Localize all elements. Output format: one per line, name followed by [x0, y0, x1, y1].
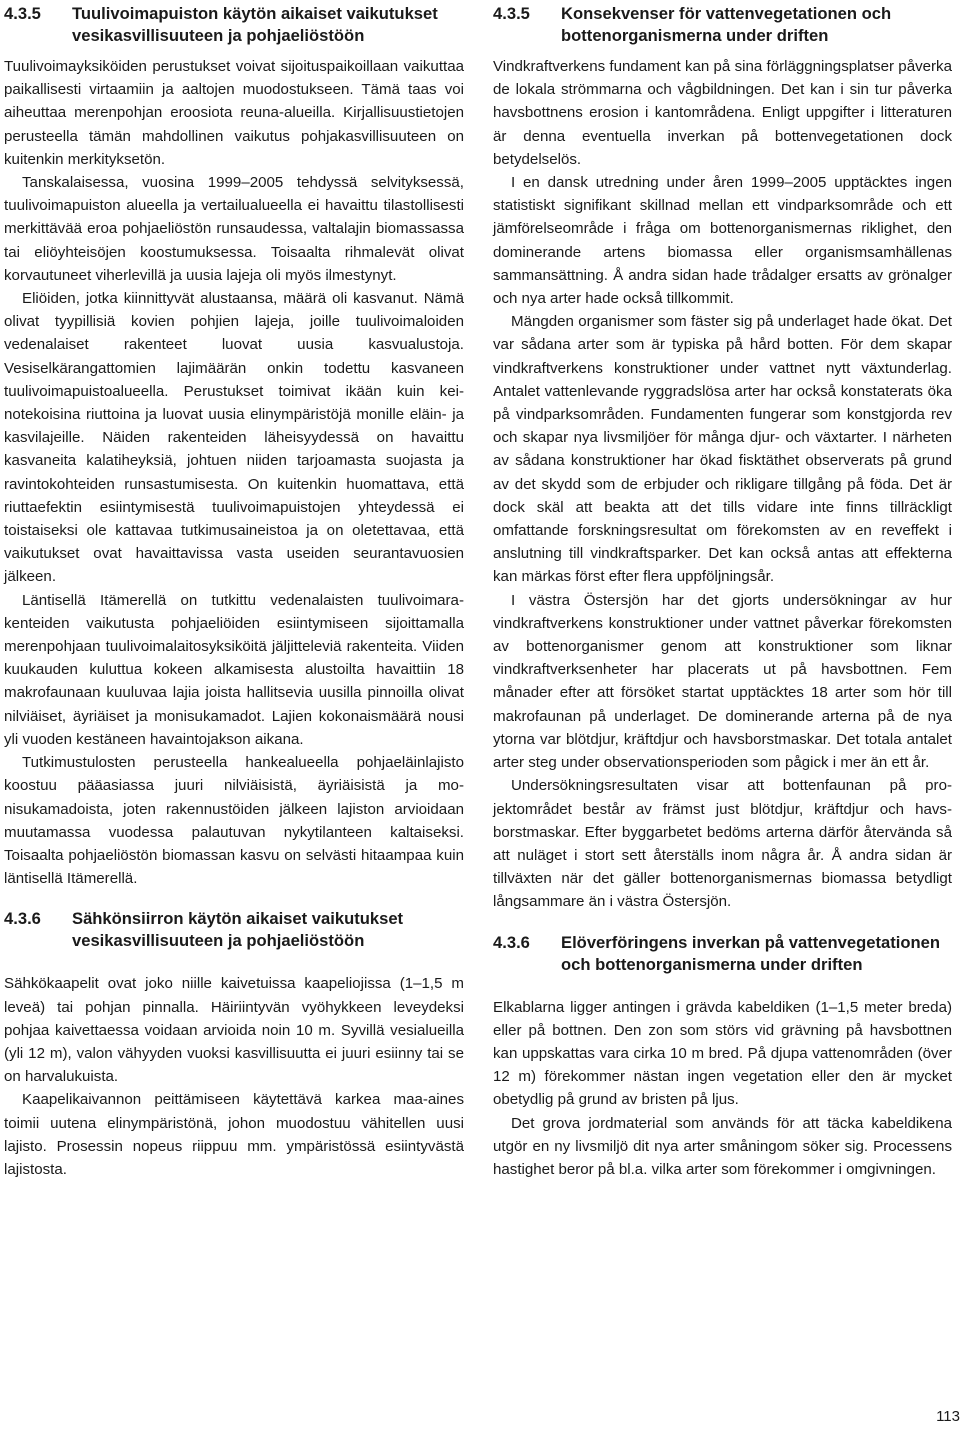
section-heading-4-3-5-fi [4, 3, 464, 47]
paragraph: Det grova jordmaterial som används för att täcka kabeldikena utgör en ny livsmiljö dit nya arter småningom söker sig. Processens hastighet beror på bl.a. vilka arter som förekommer i omgivningen. [493, 1114, 952, 1178]
section-number: 4.3.5 [4, 4, 41, 23]
section-title: Tuulivoimapuiston käytön aikaiset vaikutukset vesikasvillisuuteen ja pohjaeliöstöön [72, 4, 438, 45]
paragraph: Vindkraftverkens fundament kan på sina förläggningsplatser påverka de lokala strömmarna och vågbildningen. Det kan i sin tur påverka havsbottnens erosion i kantområdena. Enligt uppgifter i litteraturen är denna eventuella inverkan på bottenvegetationen dock betydelselös. [493, 58, 952, 168]
paragraph: Läntisellä Itämerellä on tutkittu vedenalaisten tuulivoimarakenteiden vaikutusta pohjaeliöiden esiintymiseen sijoittamalla merenpohjaan tuulivoimalaitosyksiköitä jäljitteleviä rakenteita. Viiden kuukauden kuluttua kokeen alkamisesta alustoilta havaittiin 18 makrofaunaan kuuluvaa lajia joista hallitsevia uusilla pinnoilla olivat nilviäiset, äyriäiset ja monisukamadot. Lajien kokonaismäärä nousi yli vuoden kestäneen havaintojakson aikana. [4, 591, 464, 748]
paragraph: Sähkökaapelit ovat joko niille kaivetuissa kaapeliojissa (1–1,5 m leveä) tai pohjan pinnalla. Häiriintyvän vyöhykkeen leveydeksi pohjaa kaivettaessa voidaan arvioida noin 10 m. Syvillä vesialueilla (yli 12 m), valon vähyyden vuoksi kasvillisuutta ei juuri esiinny tai se on harvalukuista. [4, 975, 464, 1086]
finnish-column [4, 0, 464, 1181]
section-title: Elöverföringens inverkan på vattenvegetationen och bottenorganismerna under driften [561, 932, 940, 974]
paragraph: Kaapelikaivannon peittämiseen käytettävä karkea maa-aines toimii uutena elinympäristönä, johon muodostuu vähitellen uusi lajisto. Prosessin nopeus riippuu mm. ympäristössä esiintyvästä lajistosta. [4, 1091, 464, 1178]
section-heading-4-3-5-sv [493, 3, 952, 47]
paragraph: Tuulivoimayksiköiden perustukset voivat sijoituspaikoillaan vaikuttaa paikallisesti virtaamiin ja aaltojen muodostukseen. Tämä taas voi aiheuttaa merenpohjan eroosiota reuna-alueilla. Kirjallisuustietojen perusteella tämän mahdollinen vaikutus pohjakasvillisuuteen on kuitenkin merkityksetön. [4, 58, 464, 168]
section-heading-4-3-6-sv [493, 932, 952, 976]
swedish-column [493, 0, 952, 1181]
section-number: 4.3.6 [4, 909, 41, 929]
paragraph: Tanskalaisessa, vuosina 1999–2005 tehdyssä selvityksessä, tuulivoimapuiston alueella ja vertailualueella ei havaittu tilastollisesti merkittävää eroa pohjaeliöstön runsaudessa, valtalajin biomassassa tai eliöyhteisöjen koostumuksessa. Toisaalta rihmalevät olivat korvautuneet viherlevillä ja uusia lajeja oli myös ilmestynyt. [4, 174, 464, 284]
paragraph: Elkablarna ligger antingen i grävda kabeldiken (1–1,5 meter breda) eller på bottnen. Den zon som störs vid grävning på havsbottnen kan uppskattas vara cirka 10 m bred. På djupa vattenområden (över 12 m) förekommer nästan ingen vegetation eller den är mycket obetydlig på grund av bristen på ljus. [493, 998, 952, 1109]
page-number: 113 [936, 1408, 960, 1425]
paragraph: Tutkimustulosten perusteella hankealueella pohjaeläinlajisto koostuu pääasiassa juuri nilviäisistä, äyriäisistä ja monisukamadoista, joten rakennustöiden jälkeen lajiston arvioidaan muutamassa vuodessa palautuvan nykytilanteen kaltaiseksi. Toisaalta pohjaeliöstön biomassan kasvu on selvästi hitaampaa kuin läntisellä Itämerellä. [4, 754, 464, 888]
section-title: Sähkönsiirron käytön aikaiset vaikutukset vesikasvillisuuteen ja pohjaeliöstöön [72, 909, 404, 951]
section-number: 4.3.5 [493, 4, 530, 23]
paragraph: Eliöiden, jotka kiinnittyvät alustaansa, määrä oli kasvanut. Nämä olivat tyypillisiä kovien pohjien lajeja, joille tuulivoimaloiden vedenalaiset rakenteet luovat uusia kasvualustoja. Vesiselkärangattomien lajimäärän onkin todettu kasvaneen tuulivoimapuistoalueella. Perustukset toimivat ikään kuin keinotekoisina riuttoina ja luovat uusia elinympäristöjä monille eläin- ja kasvilajeille. Näiden rakenteiden läheisyydessä on havaittu kasvaneita kalatiheyksiä, johtuen niiden tarjoamasta suojasta ja ravintokohteiden runsastumisesta. On kuitenkin huomattava, että riuttaefektin esiintymisestä tuulivoimapuistojen yhteydessä ei toistaiseksi ole kattavaa tutkimusaineistoa ja on oletettavaa, että vaikutukset ovat havaittavissa vasta useiden seurantavuosien jälkeen. [4, 290, 464, 586]
section-number: 4.3.6 [493, 932, 530, 952]
section-title: Konsekvenser för vattenvegetationen och bottenorganismerna under driften [561, 4, 892, 45]
paragraph: I en dansk utredning under åren 1999–2005 upptäcktes ingen statistiskt signifikant skillnad mellan ett vindparksområde och ett jämförelseområde i fråga om bottenorganismernas riklighet, den dominerande artens biomassa eller organismsamhällenas sammansättning. Å andra sidan hade trådalger ersatts av grönalger och nya arter hade också tillkommit. [493, 174, 952, 308]
paragraph: Mängden organismer som fäster sig på underlaget hade ökat. Det var sådana arter som är typiska på hård botten. För dem skapar vindkraftverkens konstruktioner under vattnet nytt växtunderlag. Antalet vattenlevande ryggradslösa arter har också konstaterats öka på vindparksområden. Fundamenten fungerar som konstgjorda rev och skapar nya livsmiljöer för många djur- och växtarter. I närheten av sådana konstruktioner har ökad fisktäthet observerats på grund av det skydd som de erbjuder och rikligare tillgång på föda. Det är dock skäl att beakta att det tills vidare inte finns tillräckligt omfattande forskningsresultat om förekomsten av en reveffekt i anslutning till vindkraftsparker. Det kan också antas att effekterna kan märkas först efter flera uppföljningsår. [493, 313, 952, 586]
paragraph: I västra Östersjön har det gjorts undersökningar av hur vindkraftverkens konstruktioner under vattnet påverkar förekomsten av bottenorganismer genom att konstruktioner som liknar vindkraftverksenheter har placerats ut på havsbottnen. Fem månader efter att försöket startat upptäcktes 18 arter som hör till makrofaunan på underlaget. De dominerande arterna på de nya ytorna var blötdjur, kräftdjur och havsborstmaskar. Det totala antalet arter steg under observationsperioden som pågick i mer än ett år. [493, 591, 952, 772]
paragraph: Undersökningsresultaten visar att bottenfaunan på projektområdet består av främst just blötdjur, kräftdjur och havsborstmaskar. Efter byggarbetet bedöms arterna därför återvända så att nuläget i stort sett återställs inom några år. Å andra sidan är tillväxten när det gäller bottenorganismernas biomassa betydligt långsammare än i västra Östersjön. [493, 777, 952, 911]
section-heading-4-3-6-fi [4, 908, 464, 952]
